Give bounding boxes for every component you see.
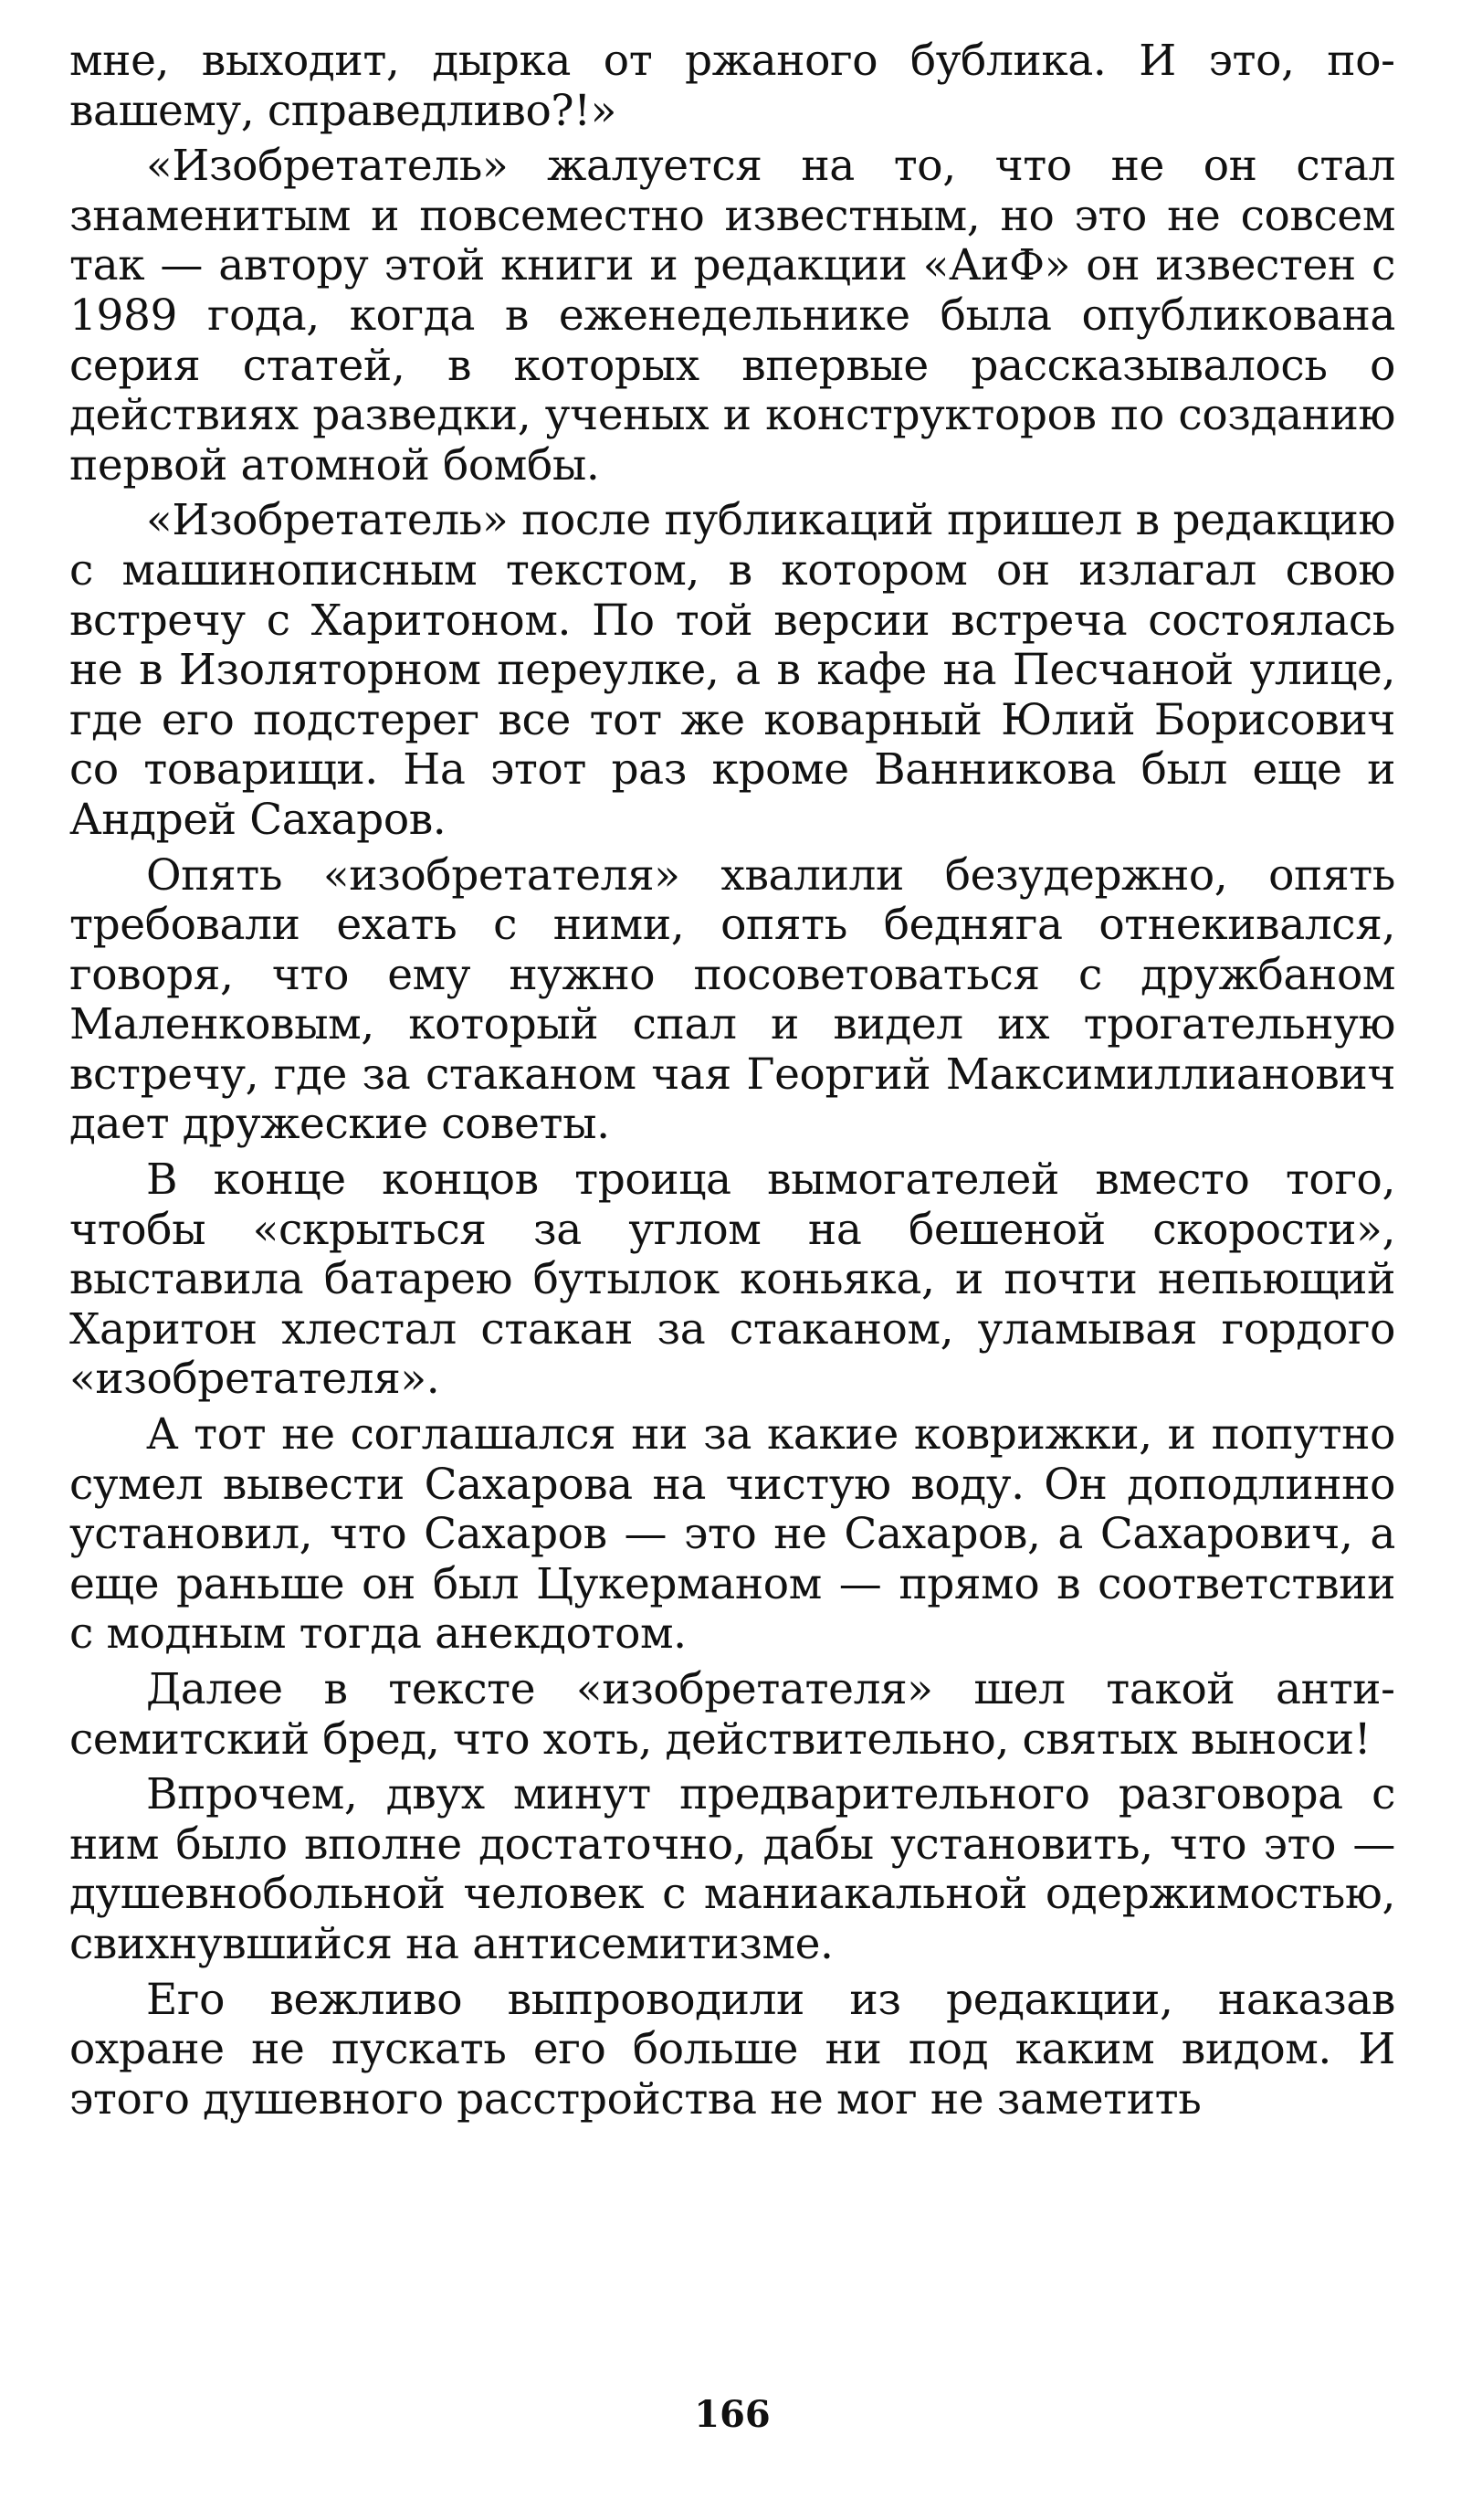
paragraph-7: Далее в тексте «изобретателя» шел такой антисемитский бред, что хоть, действительно, святых выноси! [69, 1664, 1395, 1765]
book-page [69, 37, 1395, 2466]
paragraph-6: А тот не соглашался ни за какие коврижки, и попутно сумел вывести Сахарова на чистую воду. Он доподлинно установил, что Сахаров — это не Сахаров, а Сахарович, а еще раньше он был Цукерманом — прямо в соответствии с модным тогда анекдотом. [69, 1409, 1395, 1660]
paragraph-1: мне, выходит, дырка от ржаного бублика. И это, повашему, справедливо?!» [69, 36, 1395, 136]
paragraph-9: Его вежливо выпроводили из редакции, наказав охране не пускать его больше ни под каким видом. И этого душевного расстройства не мог не заметить [69, 1974, 1395, 2125]
paragraph-4: Опять «изобретателя» хвалили безудержно, опять требовали ехать с ними, опять бедняга отнекивался, говоря, что ему нужно посоветоваться с дружбаном Маленковым, который спал и видел их трогательную встречу, где за стаканом чая Георгий Максимиллианович дает дружеские советы. [69, 849, 1395, 1150]
paragraph-8: Впрочем, двух минут предварительного разговора с ним было вполне достаточно, дабы установить, что это — душевнобольной человек с маниакальной одержимостью, свихнувшийся на антисемитизме. [69, 1769, 1395, 1969]
paragraph-5: В конце концов троица вымогателей вместо того, чтобы «скрыться за углом на бешеной скорости», выставила батарею бутылок коньяка, и почти непьющий Харитон хлестал стакан за стаканом, уламывая гордого «изобретателя». [69, 1155, 1395, 1405]
page-body-text [69, 37, 1395, 2125]
paragraph-3: «Изобретатель» после публикаций пришел в редакцию с машинописным текстом, в котором он излагал свою встречу с Харитоном. По той версии встреча состоялась не в Изоляторном переулке, а в кафе на Песчаной улице, где его подстерег все тот же коварный Юлий Борисович со товарищи. На этот раз кроме Ванникова был еще и Андрей Сахаров. [69, 495, 1395, 845]
paragraph-2: «Изобретатель» жалуется на то, что не он стал знаменитым и повсеместно известным, но это не совсем так — автору этой книги и редакции «АиФ» он известен с 1989 года, когда в еженедельнике была опубликована серия статей, в которых впервые рассказывалось о действиях разведки, ученых и конструкторов по созданию первой атомной бомбы. [69, 141, 1395, 490]
page-number: 166 [694, 2393, 771, 2436]
